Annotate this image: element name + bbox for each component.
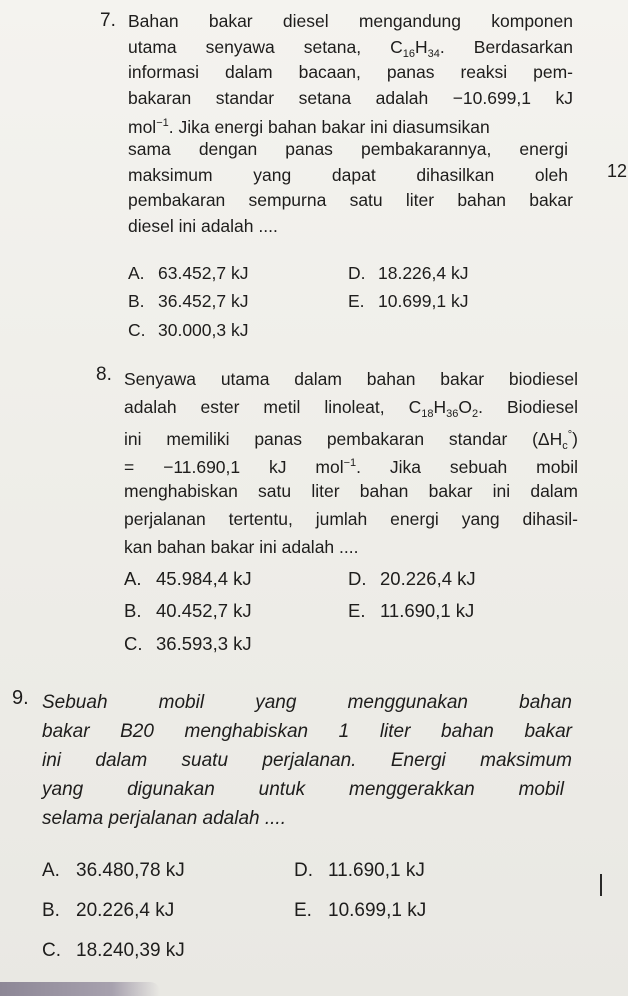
option-b[interactable]: B. 36.452,7 kJ [128,291,249,311]
stem-line: bakaran standar setana adalah −10.699,1 kJ [128,87,573,108]
option-c[interactable]: C. 36.593,3 kJ [124,633,252,654]
question-number: 7. [100,10,116,31]
stem-line: diesel ini adalah .... [128,215,278,236]
stem-line-formula: utama senyawa setana, $C_{16}H_{34}$. Berdasarkan [128,36,573,60]
stem-line: Senyawa utama dalam bahan bakar biodiesel [124,369,578,389]
question-stem [128,9,573,239]
stem-line-enthalpy: ini memiliki panas pembakaran standar $(\Delta H_c^\circ)$ [124,429,578,452]
stem-line: sama dengan panas pembakarannya, energi [128,138,568,159]
stem-line: ini dalam suatu perjalanan. Energi maksimum [42,750,572,771]
stem-line: informasi dalam bacaan, panas reaksi pem- [128,62,573,83]
option-a[interactable]: A. 45.984,4 kJ [124,568,252,589]
question-number: 9. [12,687,29,709]
stem-line-formula: adalah ester metil linoleat, $C_{18}H_{36}O_2$. Biodiesel [124,397,578,420]
option-d[interactable]: D. 20.226,4 kJ [348,568,476,589]
question-number: 8. [96,364,112,385]
option-b[interactable]: B. 20.226,4 kJ [42,900,175,921]
finger-shadow [0,982,160,996]
option-c[interactable]: C. 30.000,3 kJ [128,320,249,340]
option-d[interactable]: D. 11.690,1 kJ [294,860,425,881]
option-c[interactable]: C. 18.240,39 kJ [42,940,185,961]
stem-line: bakar B20 menghabiskan 1 liter bahan bakar [42,721,572,742]
question-stem [124,365,578,561]
option-d[interactable]: D. 18.226,4 kJ [348,263,469,283]
stem-line: pembakaran sempurna satu liter bahan bakar [128,190,573,211]
stem-line: yang digunakan untuk menggerakkan mobil [42,779,564,800]
option-a[interactable]: A. 63.452,7 kJ [128,263,249,283]
option-a[interactable]: A. 36.480,78 kJ [42,860,185,881]
option-e[interactable]: E. 10.699,1 kJ [348,291,469,311]
stem-line: menghabiskan satu liter bahan bakar ini dalam [124,481,578,501]
stem-line-mol: = −11.690,1 kJ mol$^{-1}$. Jika sebuah mobil [124,457,578,477]
margin-mark [600,874,602,896]
stem-line-mol: mol$^{-1}$. Jika energi bahan bakar ini diasumsikan [128,117,490,138]
stem-line: Sebuah mobil yang menggunakan bahan [42,692,572,713]
stem-line: selama perjalanan adalah .... [42,808,286,829]
stem-line: perjalanan tertentu, jumlah energi yang dihasil- [124,509,578,529]
option-e[interactable]: E. 11.690,1 kJ [348,600,475,621]
stem-line: maksimum yang dapat dihasilkan oleh [128,164,568,185]
stem-line: Bahan bakar diesel mengandung komponen [128,11,573,31]
question-stem [42,688,572,833]
stem-line: kan bahan bakar ini adalah .... [124,537,359,557]
margin-page-number: 12 [607,161,628,181]
option-e[interactable]: E. 10.699,1 kJ [294,900,427,921]
option-b[interactable]: B. 40.452,7 kJ [124,600,252,621]
